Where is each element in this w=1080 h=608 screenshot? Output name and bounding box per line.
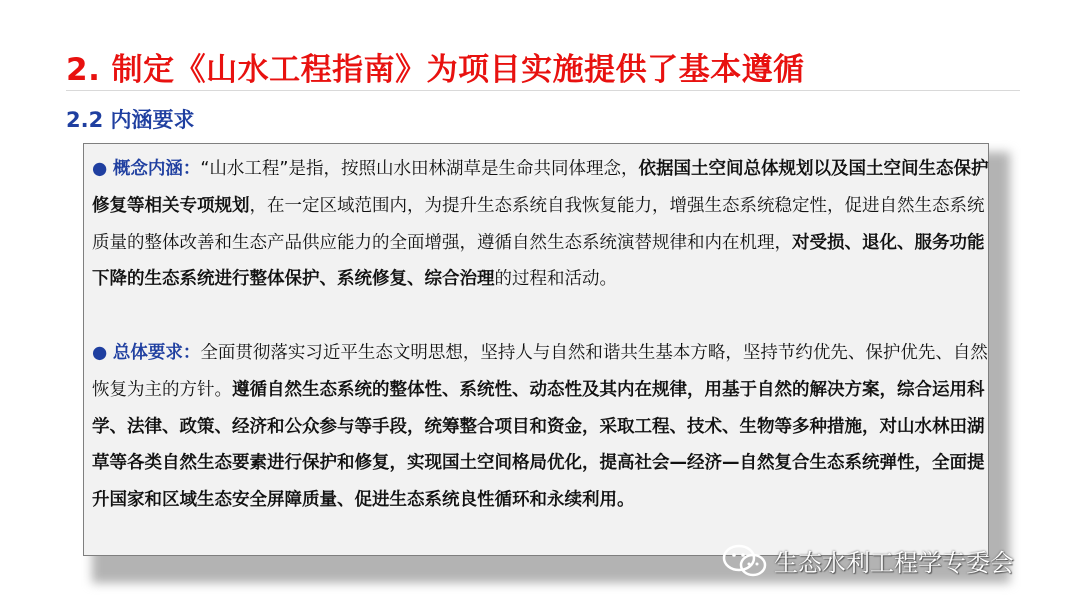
page-title: 2. 制定《山水工程指南》为项目实施提供了基本遵循 [66,52,805,88]
concept-text-2: ，在一定区域范围内，为提升生态系统自我恢复能力，增强生态系统稳定性，促进自然生态系统质量的整体改善和生态产品供应能力的全面增强，遵循自然生态系统演替规律和内在机理， [92,195,985,253]
bullet-icon: ● [92,159,108,179]
concept-text-1: “山水工程”是指，按照山水田林湖草是生命共同体理念， [200,159,639,179]
concept-bold-1: 依据国土空间总体规划以及国土空间生态保护修复等相关专项规划 [92,159,989,216]
concept-paragraph [92,151,992,298]
watermark [722,543,1014,578]
concept-label: 概念内涵： [112,159,201,179]
wechat-icon [722,544,768,578]
bullet-icon: ● [92,343,108,363]
title-divider [66,90,1020,91]
section-subtitle: 2.2 内涵要求 [66,108,195,132]
overall-label: 总体要求： [112,343,201,363]
concept-text-3: 的过程和活动。 [494,269,617,290]
overall-text-1: 全面贯彻落实习近平生态文明思想，坚持人与自然和谐共生基本方略，坚持节约优先、保护优先、自然恢复为主的方针。 [92,343,988,400]
overall-bold-1: 遵循自然生态系统的整体性、系统性、动态性及其内在规律，用基于自然的解决方案，综合运用科学、法律、政策、经济和公众参与等手段，统筹整合项目和资金，采取工程、技术、生物等多种措施，对山水林田湖草等各类自然生态要素进行保护和修复，实现国土空间格局优化，提高社会—经济—自然复合生态系统弹性，全面提升国家和区域生态安全屏障质量、促进生态系统良性循环和永续利用。 [92,379,985,511]
concept-bold-2: 对受损、退化、服务功能下降的生态系统进行整体保护、系统修复、综合治理 [92,232,985,290]
watermark-text: 生态水利工程学专委会 [774,549,1014,577]
overall-paragraph [92,335,992,519]
